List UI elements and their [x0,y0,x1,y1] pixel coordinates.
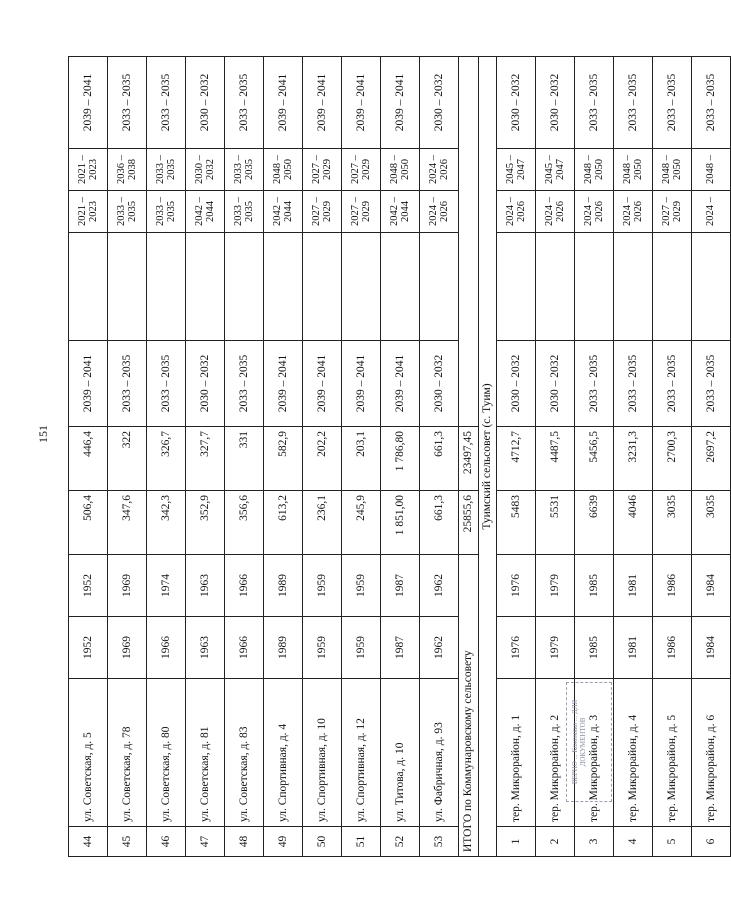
table-row [186,57,225,857]
year-commission-cell: 1976 [497,555,536,617]
period-c-cell: 2030 – 2032 [186,57,225,149]
period-a-cell: 2042 – 2044 [264,191,303,233]
empty-cell [264,233,303,341]
table-row [147,57,186,857]
row-number: 48 [225,827,264,857]
period-b-cell: 2027 – 2029 [303,149,342,191]
total-area-cell: 661,3 [420,491,459,555]
period-b-cell: 2021 – 2023 [69,149,108,191]
living-area-cell: 2697,2 [692,427,731,491]
empty-cell [536,233,575,341]
table-row [108,57,147,857]
year-built-cell: 1985 [575,617,614,679]
period-b-cell: 2048 – 2050 [381,149,420,191]
period-a-cell: 2033 – 2035 [147,191,186,233]
period-c-cell: 2033 – 2035 [614,57,653,149]
address-cell: ул. Советская, д. 5 [69,679,108,827]
repair-period-cell: 2033 – 2035 [614,341,653,427]
address-cell: ул. Советская, д. 80 [147,679,186,827]
empty-cell [420,233,459,341]
row-number: 52 [381,827,420,857]
total-area-cell: 245,9 [342,491,381,555]
living-area-cell: 446,4 [69,427,108,491]
empty-cell [459,57,479,427]
address-cell: ул. Советская, д. 81 [186,679,225,827]
total-label: ИТОГО по Коммунаровскому сельсовету [459,555,479,857]
empty-cell [575,233,614,341]
year-commission-cell: 1962 [420,555,459,617]
period-c-cell: 2033 – 2035 [147,57,186,149]
table-row [225,57,264,857]
address-cell: ул. Советская, д. 83 [225,679,264,827]
period-a-cell: 2024 – 2026 [420,191,459,233]
empty-cell [614,233,653,341]
table-row [303,57,342,857]
year-built-cell: 1966 [225,617,264,679]
row-number: 3 [575,827,614,857]
row-number: 1 [497,827,536,857]
period-c-cell: 2039 – 2041 [264,57,303,149]
living-area-cell: 203,1 [342,427,381,491]
empty-cell [108,233,147,341]
living-area-cell: 331 [225,427,264,491]
repair-period-cell: 2033 – 2035 [575,341,614,427]
empty-cell [69,233,108,341]
period-b-cell: 2048 – 2050 [575,149,614,191]
living-area-cell: 326,7 [147,427,186,491]
year-commission-cell: 1979 [536,555,575,617]
year-commission-cell: 1987 [381,555,420,617]
total-area-cell: 5531 [536,491,575,555]
period-b-cell: 2048 – 2050 [264,149,303,191]
address-cell: ул. Спортивная, д. 10 [303,679,342,827]
year-built-cell: 1962 [420,617,459,679]
living-area-cell: 1 786,80 [381,427,420,491]
total-area-cell: 347,6 [108,491,147,555]
period-c-cell: 2033 – 2035 [225,57,264,149]
repair-period-cell: 2030 – 2032 [186,341,225,427]
period-c-cell: 2039 – 2041 [381,57,420,149]
period-a-cell: 2042 – 2044 [186,191,225,233]
empty-cell [342,233,381,341]
period-a-cell: 2024 – 2026 [575,191,614,233]
year-commission-cell: 1989 [264,555,303,617]
repair-period-cell: 2039 – 2041 [381,341,420,427]
year-commission-cell: 1985 [575,555,614,617]
period-a-cell: 2033 – 2035 [225,191,264,233]
empty-cell [303,233,342,341]
row-number: 44 [69,827,108,857]
empty-cell [147,233,186,341]
period-b-cell: 2027 – 2029 [342,149,381,191]
repair-period-cell: 2033 – 2035 [653,341,692,427]
period-c-cell: 2039 – 2041 [69,57,108,149]
living-area-cell: 661,3 [420,427,459,491]
row-number: 45 [108,827,147,857]
row-number: 50 [303,827,342,857]
year-built-cell: 1966 [147,617,186,679]
address-cell: тер. Микрорайон, д. 2 [536,679,575,827]
period-a-cell: 2024 – 2026 [536,191,575,233]
section-title: Туимский сельсовет (с. Туим) [479,57,497,857]
year-commission-cell: 1959 [303,555,342,617]
period-c-cell: 2030 – 2032 [497,57,536,149]
period-a-cell: 2024 – 2026 [497,191,536,233]
year-built-cell: 1959 [303,617,342,679]
period-c-cell: 2033 – 2035 [575,57,614,149]
year-commission-cell: 1952 [69,555,108,617]
period-c-cell: 2039 – 2041 [303,57,342,149]
total-area-cell: 6639 [575,491,614,555]
table-row [692,57,731,857]
total-area-cell: 1 851,00 [381,491,420,555]
repair-period-cell: 2033 – 2035 [147,341,186,427]
total-living-sum: 23497,45 [459,427,479,491]
year-built-cell: 1987 [381,617,420,679]
period-a-cell: 2027 – 2029 [303,191,342,233]
period-b-cell: 2048 – [692,149,731,191]
year-commission-cell: 1984 [692,555,731,617]
year-commission-cell: 1959 [342,555,381,617]
living-area-cell: 327,7 [186,427,225,491]
year-commission-cell: 1969 [108,555,147,617]
living-area-cell: 4712,7 [497,427,536,491]
year-commission-cell: 1974 [147,555,186,617]
period-b-cell: 2045 – 2047 [536,149,575,191]
address-cell: тер. Микрорайон, д. 5 [653,679,692,827]
living-area-cell: 2700,3 [653,427,692,491]
row-number: 46 [147,827,186,857]
living-area-cell: 4487,5 [536,427,575,491]
housing-repair-table [68,56,731,857]
repair-period-cell: 2033 – 2035 [108,341,147,427]
period-a-cell: 2024 – [692,191,731,233]
period-a-cell: 2021 – 2023 [69,191,108,233]
table-row [381,57,420,857]
period-b-cell: 2036 – 2038 [108,149,147,191]
year-built-cell: 1963 [186,617,225,679]
period-c-cell: 2039 – 2041 [342,57,381,149]
year-built-cell: 1959 [342,617,381,679]
table-row [653,57,692,857]
period-a-cell: 2027 – 2029 [653,191,692,233]
year-built-cell: 1981 [614,617,653,679]
row-number: 4 [614,827,653,857]
year-built-cell: 1976 [497,617,536,679]
year-built-cell: 1984 [692,617,731,679]
row-number: 51 [342,827,381,857]
total-area-cell: 5483 [497,491,536,555]
row-number: 53 [420,827,459,857]
address-cell: тер. Микрорайон, д. 6 [692,679,731,827]
period-a-cell: 2027 – 2029 [342,191,381,233]
period-c-cell: 2033 – 2035 [108,57,147,149]
row-number: 6 [692,827,731,857]
year-built-cell: 1989 [264,617,303,679]
empty-cell [497,233,536,341]
address-cell: тер. Микрорайон, д. 3 [575,679,614,827]
row-number: 47 [186,827,225,857]
table-row [69,57,108,857]
living-area-cell: 5456,5 [575,427,614,491]
table-row [420,57,459,857]
repair-period-cell: 2039 – 2041 [69,341,108,427]
year-built-cell: 1979 [536,617,575,679]
period-b-cell: 2048 – 2050 [653,149,692,191]
address-cell: ул. Титова, д. 10 [381,679,420,827]
year-commission-cell: 1981 [614,555,653,617]
empty-cell [225,233,264,341]
period-b-cell: 2030 – 2032 [186,149,225,191]
repair-period-cell: 2033 – 2035 [225,341,264,427]
period-c-cell: 2033 – 2035 [653,57,692,149]
table-row [264,57,303,857]
total-area-cell: 352,9 [186,491,225,555]
total-area-cell: 3035 [653,491,692,555]
repair-period-cell: 2030 – 2032 [536,341,575,427]
period-a-cell: 2042 – 2044 [381,191,420,233]
stamp [566,682,612,802]
section-header-row [479,57,497,857]
period-b-cell: 2033 – 2035 [147,149,186,191]
row-number: 49 [264,827,303,857]
address-cell: тер. Микрорайон, д. 1 [497,679,536,827]
repair-period-cell: 2030 – 2032 [497,341,536,427]
period-b-cell: 2045 – 2047 [497,149,536,191]
period-a-cell: 2024 – 2026 [614,191,653,233]
period-c-cell: 2030 – 2032 [420,57,459,149]
table-row [497,57,536,857]
total-area-cell: 342,3 [147,491,186,555]
period-c-cell: 2033 – 2035 [692,57,731,149]
total-area-cell: 236,1 [303,491,342,555]
living-area-cell: 3231,3 [614,427,653,491]
period-b-cell: 2024 – 2026 [420,149,459,191]
address-cell: ул. Спортивная, д. 4 [264,679,303,827]
total-area-cell: 356,6 [225,491,264,555]
period-b-cell: 2048 – 2050 [614,149,653,191]
repair-period-cell: 2039 – 2041 [264,341,303,427]
year-commission-cell: 1963 [186,555,225,617]
stamp-text: ВЕРНО ... Кожемяко ... ДЛЯ ДОКУМЕНТОВ [571,699,588,785]
total-area-cell: 4046 [614,491,653,555]
living-area-cell: 582,9 [264,427,303,491]
table-row [614,57,653,857]
table-row [342,57,381,857]
repair-period-cell: 2039 – 2041 [303,341,342,427]
total-row [459,57,479,857]
living-area-cell: 322 [108,427,147,491]
rotated-table-container [68,57,717,857]
address-cell: ул. Советская, д. 78 [108,679,147,827]
year-built-cell: 1986 [653,617,692,679]
year-commission-cell: 1986 [653,555,692,617]
total-area-cell: 506,4 [69,491,108,555]
row-number: 5 [653,827,692,857]
repair-period-cell: 2030 – 2032 [420,341,459,427]
repair-period-cell: 2033 – 2035 [692,341,731,427]
year-built-cell: 1952 [69,617,108,679]
empty-cell [692,233,731,341]
empty-cell [653,233,692,341]
address-cell: тер. Микрорайон, д. 4 [614,679,653,827]
address-cell: ул. Фабричная, д. 93 [420,679,459,827]
year-commission-cell: 1966 [225,555,264,617]
empty-cell [381,233,420,341]
total-area-cell: 3035 [692,491,731,555]
empty-cell [186,233,225,341]
total-area-sum: 25855,6 [459,491,479,555]
living-area-cell: 202,2 [303,427,342,491]
page-number: 151 [36,425,50,443]
period-c-cell: 2030 – 2032 [536,57,575,149]
repair-period-cell: 2039 – 2041 [342,341,381,427]
total-area-cell: 613,2 [264,491,303,555]
year-built-cell: 1969 [108,617,147,679]
period-a-cell: 2033 – 2035 [108,191,147,233]
address-cell: ул. Спортивная, д. 12 [342,679,381,827]
period-b-cell: 2033 – 2035 [225,149,264,191]
row-number: 2 [536,827,575,857]
